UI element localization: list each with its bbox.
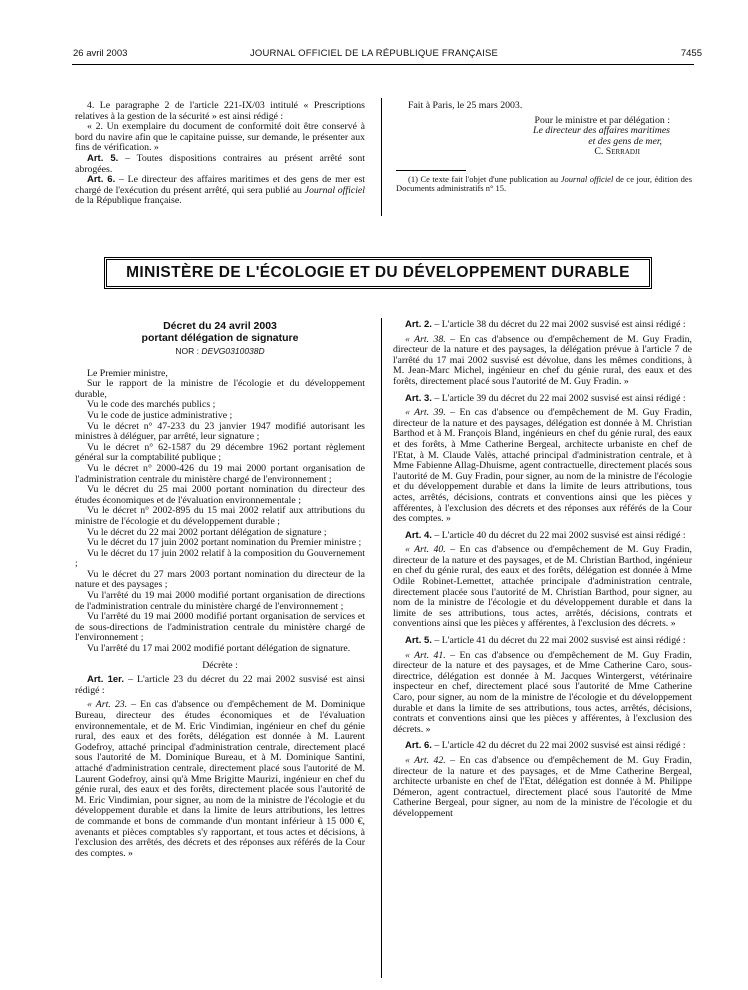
top-left-column (75, 101, 365, 207)
visa-paragraph: Vu le décret du 25 mai 2000 portant nomination du directeur des études économiques et de l'évaluation environnementale ; (75, 484, 365, 506)
article-1-quote (75, 700, 365, 859)
article-label: Art. 2. (405, 319, 432, 330)
article-label: Art. 1er. (87, 674, 124, 686)
visa-paragraph: Vu le décret du 17 juin 2002 relatif à la composition du Gouvernement ; (75, 547, 365, 570)
paragraph: « 2. Un exemplaire du document de conformité doit être conservé à bord du navire afin que le capitaine puisse, sur demande, le présenter aux fins de vérification. » (75, 121, 365, 154)
article-2 (393, 320, 692, 331)
visa-paragraph: Vu l'arrêté du 19 mai 2000 modifié portant organisation de directions de l'administration centrale du ministère chargé de l'environnement ; (75, 590, 365, 612)
quoted-article-text: – En cas d'absence ou d'empêchement de M. Guy Fradin, directeur de la nature et des paysages, et de Mme Catherine Bergeal, architecte urbaniste en chef de l'Etat, délégation est donnée à M. Philippe Démeron, agent contractuel, directement placé sous l'autorité de Mme Catherine Bergeal, pour signer, au nom de la ministre de l'écologie et du développement (393, 754, 692, 819)
visa-paragraph: Sur le rapport de la ministre de l'écologie et du développement durable, (75, 378, 365, 400)
article-text: – L'article 38 du décret du 22 mai 2002 susvisé est ainsi rédigé : (431, 319, 686, 330)
visa-paragraph: Vu le décret n° 2002-895 du 15 mai 2002 relatif aux attributions du ministre de l'écologie et du développement durable ; (75, 505, 365, 527)
quoted-article-label: « Art. 39. (405, 407, 446, 419)
quoted-article-text: – En cas d'absence ou d'empêchement de M. Guy Fradin, directeur de la nature et des paysages, délégation est donnée à M. Christian Barthod et à M. François Bland, ingénieurs en chef du génie rural, des eaux et des forêts, à Mme Catherine Bergeal, architecte urbaniste en chef de l'Etat, à M. Claude Valès, attaché principal d'administration centrale, et à Mme Fabienne Allag-Dhuisme, agent contractuelle, directement placés sous l'autorité de M. Guy Fradin, pour signer, au nom de la ministre de l'écologie et du développement durable et dans la limite de leurs attributions, tous actes, arrêtés, décisions, contrats et conventions ainsi que les pièces y afférentes, à l'exclusion des décrets et des réponses aux référés de la Cour des comptes. » (393, 407, 692, 525)
quoted-article-label: « Art. 23. (87, 699, 128, 711)
quoted-article-label: « Art. 38. (405, 333, 446, 345)
footnote (396, 175, 692, 194)
article-3-quote (393, 408, 692, 525)
decrete: Décrète : (202, 659, 238, 671)
header-page-number: 7455 (680, 48, 702, 59)
visa-paragraph: Vu le décret du 17 juin 2002 portant nomination du Premier ministre ; (87, 537, 362, 549)
header-date: 26 avril 2003 (73, 48, 128, 59)
paragraph: 4. Le paragraphe 2 de l'article 221-IX/03 intitulé « Prescriptions relatives à la gestion de la sécurité » est ainsi rédigé : (75, 100, 365, 122)
signature-line-3: et des gens de mer, (588, 135, 662, 147)
article-5 (75, 154, 365, 175)
article-4-quote (393, 545, 692, 630)
article-3 (393, 394, 692, 405)
article-4 (393, 531, 692, 542)
ministry-banner: MINISTÈRE DE L'ÉCOLOGIE ET DU DÉVELOPPEMENT DURABLE (104, 257, 652, 289)
article-6-quote (393, 756, 692, 820)
visa-paragraph: Vu le décret du 22 mai 2002 portant délégation de signature ; (87, 526, 327, 538)
quoted-article-text: – En cas d'absence ou d'empêchement de M. Guy Fradin, directeur de la nature et des paysages, et de M. Christian Barthod, ingénieur en chef du génie rural, des eaux et des forêts, délégation est donnée à Mme Odile Robinet-Lemettet, attachée principale d'administration centrale, directement placée sous l'autorité de M. Christian Barthod, pour signer, au nom de la ministre de l'écologie et du développement durable et dans la limite de ses attributions, tous actes, arrêtés, décisions, contrats et conventions ainsi que les pièces y afférentes, à l'exclusion des décrets. » (393, 544, 692, 630)
journal-officiel-ref: Journal officiel (304, 184, 365, 196)
visa-paragraph: Vu le décret n° 62-1587 du 29 décembre 1962 portant règlement général sur la comptabilité publique ; (75, 441, 365, 464)
article-text: – L'article 23 du décret du 22 mai 2002 susvisé est ainsi rédigé : (75, 674, 365, 696)
quoted-article-label: « Art. 40. (405, 544, 446, 556)
nor-reference (75, 346, 365, 357)
page-header (0, 48, 748, 62)
visa-paragraph: Le Premier ministre, (87, 367, 168, 379)
visa-paragraph: Vu le décret du 27 mars 2003 portant nomination du directeur de la nature et des paysages ; (75, 568, 365, 591)
nor-label: NOR : (175, 346, 202, 356)
quoted-article-label: « Art. 41. (405, 649, 446, 661)
footnote-rule (396, 170, 466, 171)
journal-officiel-ref: Journal officiel (560, 173, 614, 184)
article-label: Art. 5. (87, 152, 119, 164)
article-text: – L'article 42 du décret du 22 mai 2002 susvisé est ainsi rédigé : (431, 740, 686, 752)
article-label: Art. 4. (405, 529, 432, 541)
article-6 (75, 175, 365, 207)
article-2-quote (393, 335, 692, 388)
article-label: Art. 6. (405, 740, 432, 752)
fait-a-paris: Fait à Paris, le 25 mars 2003. (408, 100, 523, 111)
article-text: – L'article 39 du décret du 22 mai 2002 susvisé est ainsi rédigé : (431, 392, 686, 404)
article-text: – L'article 40 du décret du 22 mai 2002 susvisé est ainsi rédigé : (431, 529, 686, 541)
top-right-column (396, 101, 692, 194)
decree-right-column (393, 320, 692, 820)
quoted-article-text: – En cas d'absence ou d'empêchement de M. Guy Fradin, directeur de la nature et des paysages, et de Mme Catherine Caro, sous-directrice, délégation est donnée à M. Jacques Wintergerst, vétérinaire inspecteur en chef, directement placé sous l'autorité de Mme Catherine Caro, pour signer, au nom de la ministre de l'écologie et du développement durable et dans la limite de ses attributions, tous actes, arrêtés, décisions, contrats et conventions ainsi que les pièces y afférentes, à l'exclusion des décrets. » (393, 649, 692, 735)
article-label: Art. 5. (405, 635, 432, 647)
article-6 (393, 741, 692, 752)
article-label: Art. 3. (405, 392, 432, 404)
article-text: – Toutes dispositions contraires au présent arrêté sont abrogées. (75, 152, 365, 175)
article-5-quote (393, 651, 692, 736)
article-5 (393, 636, 692, 647)
article-1 (75, 675, 365, 696)
quoted-article-label: « Art. 42. (405, 754, 446, 766)
quoted-article-text: – En cas d'absence ou d'empêchement de M. Guy Fradin, directeur de la nature et des paysages, la délégation prévue à l'article 7 de l'arrêté du 17 mai 2002 susvisé est dévolue, dans les mêmes conditions, à M. Jean-Marc Michel, ingénieur en chef du génie rural, des eaux et des forêts, directement placé sous l'autorité de M. Guy Fradin. » (393, 333, 692, 387)
nor-code: DEVG0310038D (201, 346, 265, 356)
decree-title: Décret du 24 avril 2003 (163, 320, 277, 332)
signature-line-2: Le directeur des affaires maritimes (533, 125, 670, 137)
column-divider-bottom (381, 318, 382, 978)
decree-subtitle: portant délégation de signature (141, 332, 299, 344)
visa-paragraph: Vu le décret n° 47-233 du 23 janvier 1947 modifié autorisant les ministres à déléguer, par arrêté, leur signature ; (75, 420, 365, 443)
footnote-text: de ce jour, édition des Documents administratifs n° 15. (396, 173, 693, 194)
visa-paragraph: Vu le décret n° 2000-426 du 19 mai 2000 portant organisation de l'administration centrale du ministère chargé de l'environnement ; (75, 462, 365, 485)
article-label: Art. 6. (87, 174, 116, 186)
visa-paragraph: Vu l'arrêté du 17 mai 2002 modifié portant délégation de signature. (87, 643, 351, 655)
signatory-name: C. Serradji (594, 146, 640, 158)
article-text: – L'article 41 du décret du 22 mai 2002 susvisé est ainsi rédigé : (431, 635, 686, 647)
article-text: de la République française. (75, 195, 182, 207)
visa-paragraph: Vu l'arrêté du 19 mai 2000 modifié portant organisation de services et de sous-directions de l'administration centrale du ministère chargé de l'environnement ; (75, 611, 365, 644)
signature-line-1: Pour le ministre et par délégation : (534, 114, 670, 126)
quoted-article-text: – En cas d'absence ou d'empêchement de M. Dominique Bureau, directeur des études économiques et de l'évaluation environnementale, et de M. Eric Vindimian, ingénieur en chef du génie rural, des eaux et des forêts, délégation est donnée à M. Laurent Godefroy, attaché principal d'administration centrale, directement placé sous l'autorité de M. Dominique Bureau, et à M. Dominique Santini, attaché d'administration centrale, directement placé sous l'autorité de M. Laurent Godefroy, ainsi qu'à Mme Brigitte Maurizi, ingénieur en chef du génie rural, des eaux et des forêts, directement placée sous l'autorité de M. Eric Vindimian, pour signer, au nom de la ministre de l'écologie et du développement durable et dans la limite de leurs attributions, les lettres de commande et bons de commande d'un montant inférieur à 15 000 €, avenants et pièces comptables s'y rapportant, et tous actes et décisions, à l'exclusion des arrêtés, des décrets et des réponses aux référés de la Cour des comptes. » (75, 699, 365, 859)
decree-left-column (75, 320, 365, 859)
footnote-text: (1) Ce texte fait l'objet d'une publication au (408, 173, 561, 184)
header-journal-title: JOURNAL OFFICIEL DE LA RÉPUBLIQUE FRANÇAISE (249, 48, 499, 59)
visa-paragraph: Vu le code de justice administrative ; (87, 409, 233, 421)
header-rule (72, 64, 694, 65)
article-text: – Le directeur des affaires maritimes et des gens de mer est chargé de l'exécution du présent arrêté, qui sera publié au (75, 174, 365, 196)
visa-paragraph: Vu le code des marchés publics ; (87, 399, 216, 411)
column-divider-top (381, 98, 382, 216)
